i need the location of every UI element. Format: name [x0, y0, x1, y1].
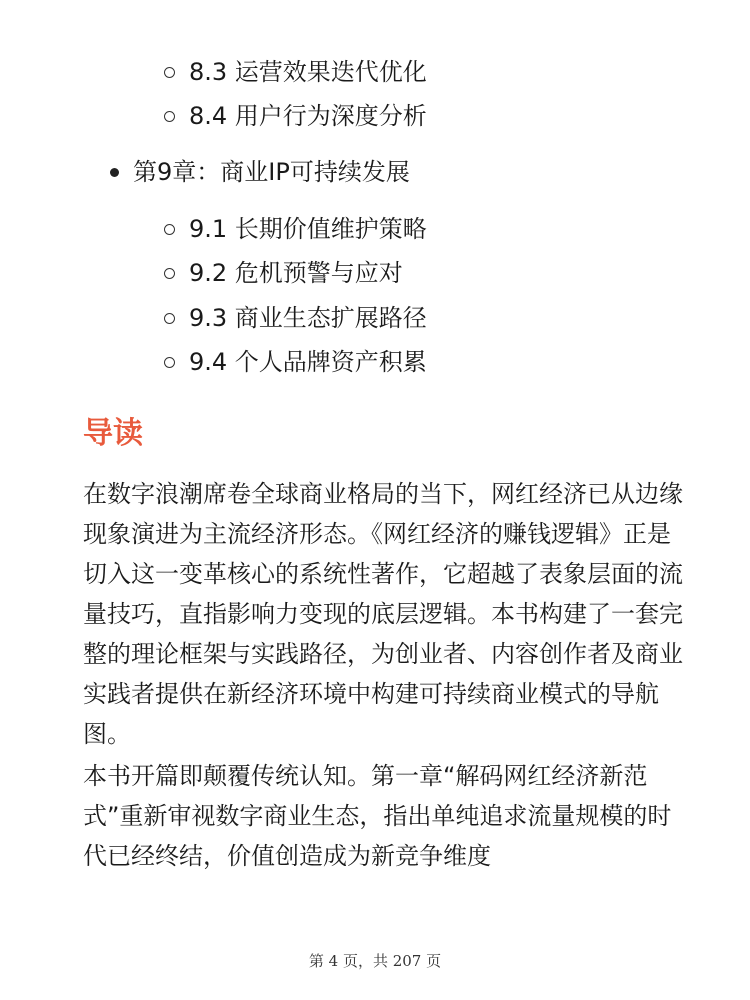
toc-item-label: 9.4 个人品牌资产积累 — [189, 348, 427, 376]
toc-item-8-3 — [164, 57, 427, 87]
hollow-bullet-icon — [164, 224, 175, 235]
toc-chapter-label: 第9章：商业IP可持续发展 — [133, 158, 410, 186]
hollow-bullet-icon — [164, 111, 175, 122]
toc-item-label: 8.4 用户行为深度分析 — [189, 102, 427, 130]
hollow-bullet-icon — [164, 313, 175, 324]
intro-paragraph-1: 在数字浪潮席卷全球商业格局的当下，网红经济已从边缘现象演进为主流经济形态。《网红经济的赚钱逻辑》正是切入这一变革核心的系统性著作，它超越了表象层面的流量技巧，直指影响力变现的底层逻辑。本书构建了一套完整的理论框架与实践路径，为创业者、内容创作者及商业实践者提供在新经济环境中构建可持续商业模式的导航图。 — [83, 480, 683, 748]
toc-item-9-2 — [164, 258, 403, 288]
hollow-bullet-icon — [164, 357, 175, 368]
page-number: 第 4 页，共 207 页 — [308, 952, 442, 970]
toc-item-8-4 — [164, 101, 427, 131]
toc-item-9-4 — [164, 347, 427, 377]
hollow-bullet-icon — [164, 67, 175, 78]
intro-paragraph-2: 本书开篇即颠覆传统认知。第一章“解码网红经济新范式”重新审视数字商业生态，指出单纯追求流量规模的时代已经终结，价值创造成为新竞争维度 — [83, 762, 672, 870]
hollow-bullet-icon — [164, 268, 175, 279]
toc-item-label: 9.1 长期价值维护策略 — [189, 215, 427, 243]
toc-item-9-1 — [164, 214, 427, 244]
toc-item-label: 8.3 运营效果迭代优化 — [189, 58, 427, 86]
toc-chapter-9 — [110, 157, 410, 187]
toc-item-label: 9.2 危机预警与应对 — [189, 259, 403, 287]
toc-item-label: 9.3 商业生态扩展路径 — [189, 304, 427, 332]
filled-bullet-icon — [110, 168, 119, 177]
section-heading: 导读 — [83, 416, 143, 451]
toc-item-9-3 — [164, 303, 427, 333]
